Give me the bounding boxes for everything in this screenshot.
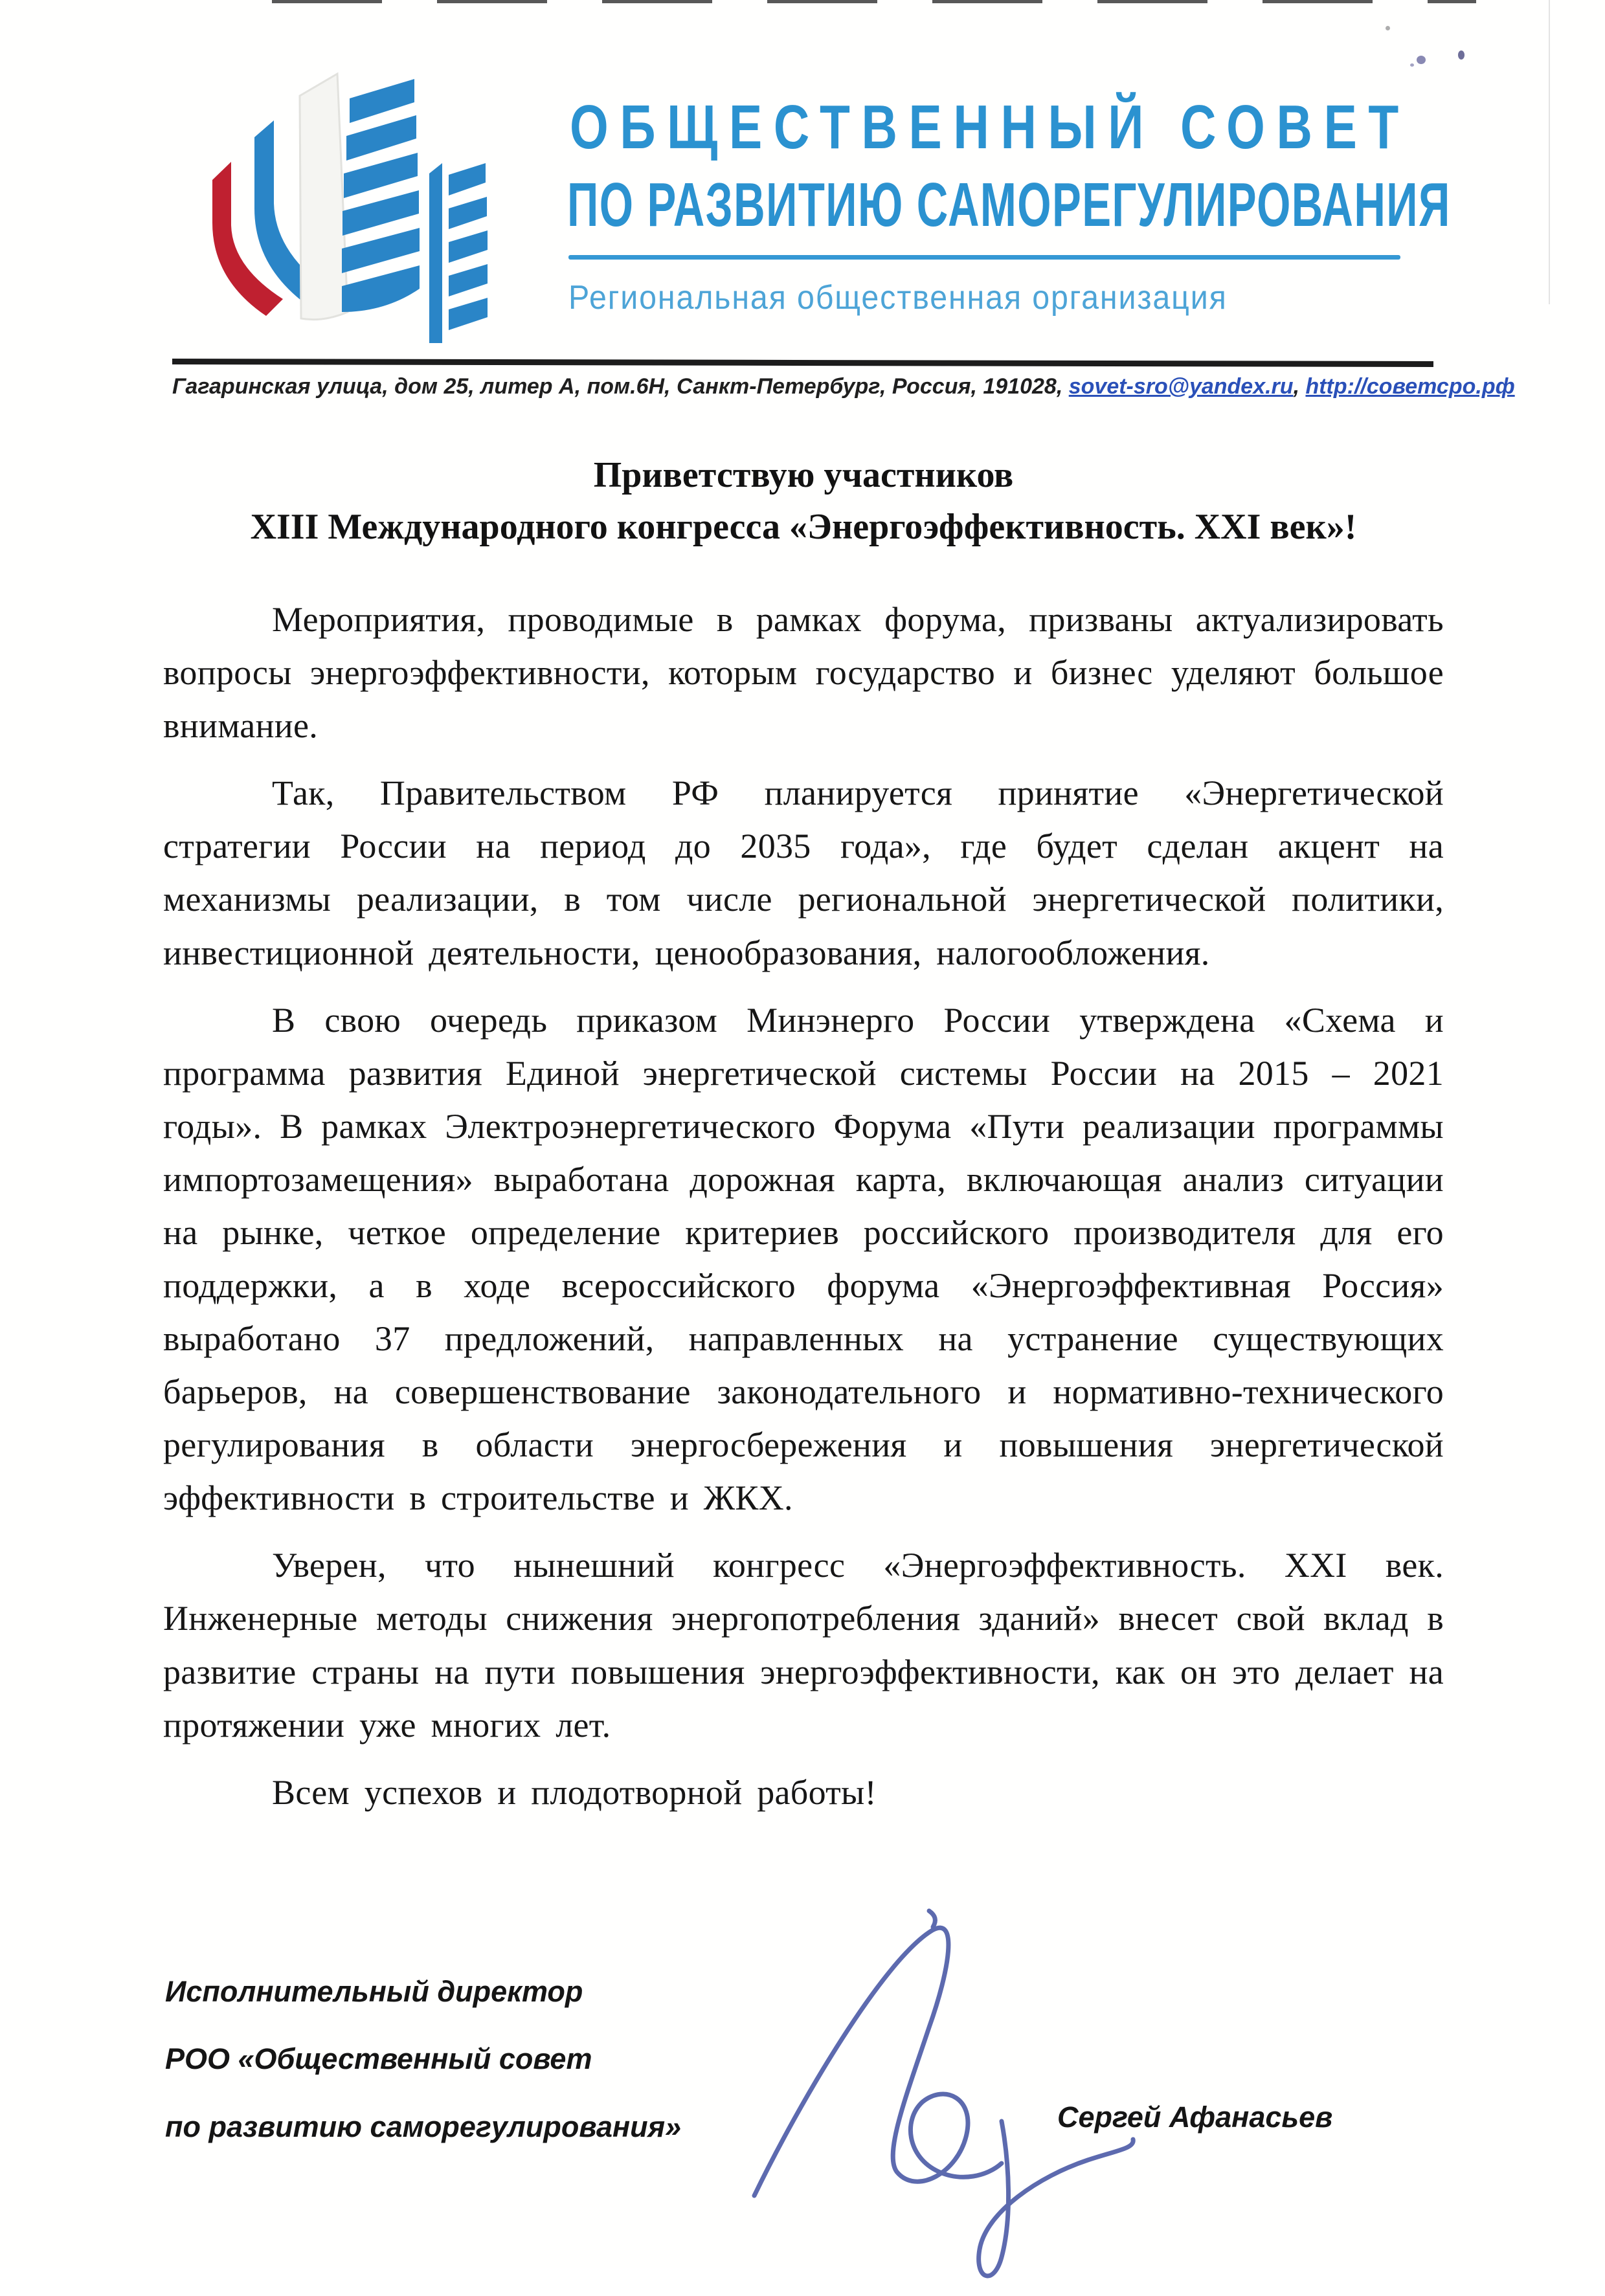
greeting-title-line2: XIII Международного конгресса «Энергоэффективность. XXI век»! — [250, 506, 1357, 547]
paragraph-3: В свою очередь приказом Минэнерго России утверждена «Схема и программа развития Единой энергетической системы России на 2015 – 2021 годы». В рамках Электроэнергетического Форума «Пути реализации программы импортозамещения» выработана дорожная карта, включающая анализ ситуации на рынке, четкое определение критериев российского производителя для его поддержки, а в ходе всероссийского форума «Энергоэффективная Россия» выработано 37 предложений, направленных на устранение существующих барьеров, на совершенствование законодательного и нормативно-технического регулирования в области энергосбережения и повышения энергетической эффективности в строительстве и ЖКХ. — [163, 1000, 1444, 1518]
paragraph-4: Уверен, что нынешний конгресс «Энергоэффективность. XXI век. Инженерные методы снижения энергопотребления зданий» внесет свой вклад в развитие страны на пути повышения энергоэффективности, как он это делает на протяжении уже многих лет. — [163, 1546, 1444, 1744]
ink-speck — [1417, 56, 1426, 64]
greeting-title — [163, 450, 1444, 553]
signer-name: Сергей Афанасьев — [1057, 2101, 1333, 2134]
email-link[interactable]: sovet-sro@yandex.ru — [1068, 374, 1294, 399]
address-separator: , — [1293, 374, 1306, 399]
ink-speck — [1386, 26, 1390, 30]
org-buildings-logo-icon — [191, 65, 515, 343]
scan-line-artifact — [1549, 0, 1550, 304]
signer-title-line1: Исполнительный директор — [165, 1975, 583, 2008]
org-name-line2: ПО РАЗВИТИЮ САМОРЕГУЛИРОВАНИЯ — [567, 170, 1451, 240]
website-link[interactable]: http://советсро.рф — [1305, 374, 1515, 399]
signer-title-line3: по развитию саморегулирования» — [165, 2110, 682, 2143]
signer-title-line2: РОО «Общественный совет — [165, 2042, 592, 2076]
scan-edge-artifact — [272, 0, 1476, 3]
org-name-line1: ОБЩЕСТВЕННЫЙ СОВЕТ — [570, 93, 1410, 162]
address-divider — [172, 359, 1433, 367]
paragraph-2: Так, Правительством РФ планируется принятие «Энергетической стратегии России на период до 2035 года», где будет сделан акцент на механизмы реализации, в том числе региональной энергетической политики, инвестиционной деятельности, ценообразования, налогообложения. — [163, 774, 1444, 972]
ink-speck — [1458, 50, 1465, 60]
letterhead-divider — [568, 255, 1400, 260]
paragraph-1: Мероприятия, проводимые в рамках форума, призваны актуализировать вопросы энергоэффективности, которым государство и бизнес уделяют большое внимание. — [163, 600, 1444, 746]
address-line — [172, 374, 1515, 399]
address-text: Гагаринская улица, дом 25, литер А, пом.6Н, Санкт-Петербург, Россия, 191028, — [172, 374, 1069, 399]
paragraph-5: Всем успехов и плодотворной работы! — [272, 1772, 877, 1812]
letter-body — [163, 450, 1444, 1833]
org-type-label: Региональная общественная организация — [568, 279, 1228, 317]
greeting-title-line1: Приветствую участников — [593, 455, 1014, 495]
signature-block — [165, 1958, 1447, 2243]
